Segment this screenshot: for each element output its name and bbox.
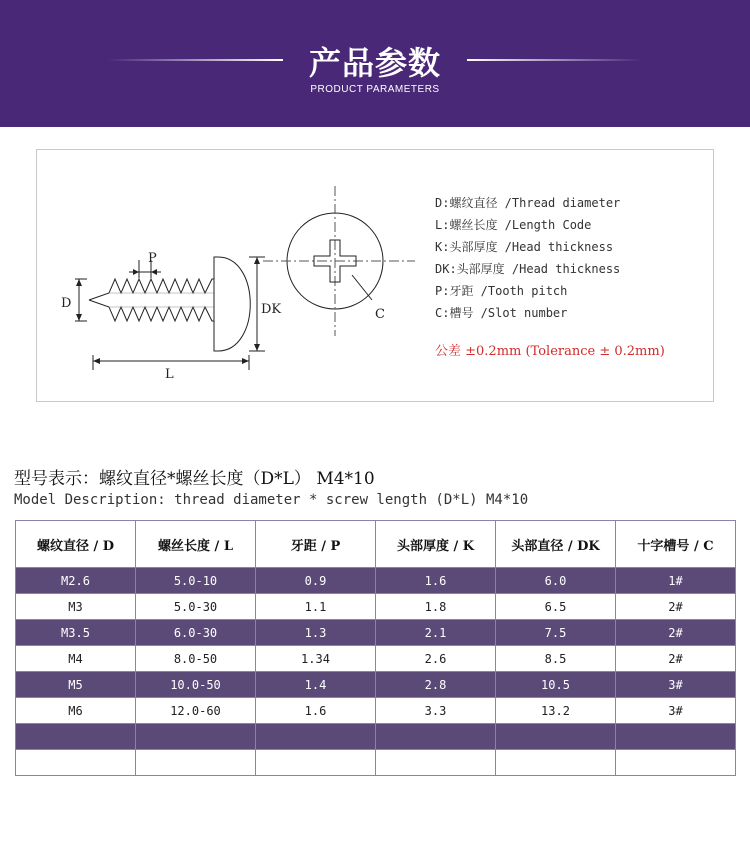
label-d: D: [61, 296, 72, 311]
table-cell: [616, 750, 736, 776]
table-cell: [136, 750, 256, 776]
table-cell: 5.0-30: [136, 594, 256, 620]
column-header: 螺纹直径 / D: [16, 521, 136, 568]
tolerance-note: 公差 ±0.2mm (Tolerance ± 0.2mm): [435, 344, 665, 359]
column-header: 牙距 / P: [256, 521, 376, 568]
table-cell: 1.6: [376, 568, 496, 594]
table-cell: M2.6: [16, 568, 136, 594]
screw-thread-outline: [89, 279, 214, 300]
column-header: 头部直径 / DK: [496, 521, 616, 568]
table-cell: [376, 724, 496, 750]
table-cell: M3.5: [16, 620, 136, 646]
table-cell: [16, 724, 136, 750]
column-header: 十字槽号 / C: [616, 521, 736, 568]
table-cell: 10.5: [496, 672, 616, 698]
legend-item: D:螺纹直径 /Thread diameter: [435, 196, 621, 210]
legend-item: L:螺丝长度 /Length Code: [435, 218, 592, 232]
table-cell: 2#: [616, 646, 736, 672]
model-title: 型号表示：螺纹直径*螺丝长度（D*L） M4*10: [14, 469, 375, 489]
label-p: P: [148, 251, 157, 266]
table-cell: 1.6: [256, 698, 376, 724]
table-body: [16, 568, 736, 776]
table-cell: [256, 724, 376, 750]
model-subtitle: Model Description: thread diameter * screw length (D*L) M4*10: [14, 492, 529, 508]
screw-head: [214, 257, 250, 351]
legend: [435, 192, 620, 324]
divider-right: [467, 59, 642, 61]
label-l: L: [165, 367, 174, 382]
table-cell: 12.0-60: [136, 698, 256, 724]
table-row: [16, 724, 736, 750]
table-cell: [496, 750, 616, 776]
legend-item: P:牙距 /Tooth pitch: [435, 284, 568, 298]
table-row: [16, 698, 736, 724]
table-cell: 2.6: [376, 646, 496, 672]
table-cell: 3#: [616, 698, 736, 724]
table-cell: 6.0: [496, 568, 616, 594]
table-cell: 3#: [616, 672, 736, 698]
table-cell: 8.0-50: [136, 646, 256, 672]
table-cell: 1.34: [256, 646, 376, 672]
legend-item: K:头部厚度 /Head thickness: [435, 240, 614, 254]
table-cell: 1.4: [256, 672, 376, 698]
table-cell: M5: [16, 672, 136, 698]
table-cell: 13.2: [496, 698, 616, 724]
table-cell: M6: [16, 698, 136, 724]
label-c: C: [375, 307, 385, 322]
label-dk: DK: [261, 302, 282, 317]
table-cell: 3.3: [376, 698, 496, 724]
table-cell: 2.1: [376, 620, 496, 646]
table-row: [16, 646, 736, 672]
header-banner: [0, 0, 750, 127]
table-row: [16, 672, 736, 698]
table-cell: 1.3: [256, 620, 376, 646]
spec-table: [15, 520, 736, 776]
table-cell: [16, 750, 136, 776]
table-cell: 1#: [616, 568, 736, 594]
legend-item: C:槽号 /Slot number: [435, 306, 568, 320]
table-cell: 5.0-10: [136, 568, 256, 594]
table-cell: 0.9: [256, 568, 376, 594]
table-row: [16, 568, 736, 594]
table-row: [16, 620, 736, 646]
legend-item: DK:头部厚度 /Head thickness: [435, 262, 621, 276]
table-cell: 2#: [616, 594, 736, 620]
table-cell: 8.5: [496, 646, 616, 672]
table-cell: 2.8: [376, 672, 496, 698]
table-cell: [256, 750, 376, 776]
table-cell: 1.1: [256, 594, 376, 620]
page-subtitle: PRODUCT PARAMETERS: [310, 84, 440, 95]
table-cell: 1.8: [376, 594, 496, 620]
table-cell: M4: [16, 646, 136, 672]
page-title: 产品参数: [308, 44, 441, 82]
column-header: 头部厚度 / K: [376, 521, 496, 568]
table-cell: [136, 724, 256, 750]
screw-thread-outline-bottom: [89, 300, 214, 321]
table-cell: 6.0-30: [136, 620, 256, 646]
table-cell: [616, 724, 736, 750]
table-cell: 6.5: [496, 594, 616, 620]
screw-diagram-panel: [36, 149, 714, 402]
column-header: 螺丝长度 / L: [136, 521, 256, 568]
table-row: [16, 750, 736, 776]
table-cell: [376, 750, 496, 776]
table-cell: M3: [16, 594, 136, 620]
table-cell: 2#: [616, 620, 736, 646]
table-cell: 7.5: [496, 620, 616, 646]
table-cell: 10.0-50: [136, 672, 256, 698]
table-row: [16, 594, 736, 620]
table-header-row: [16, 521, 736, 568]
table-cell: [496, 724, 616, 750]
